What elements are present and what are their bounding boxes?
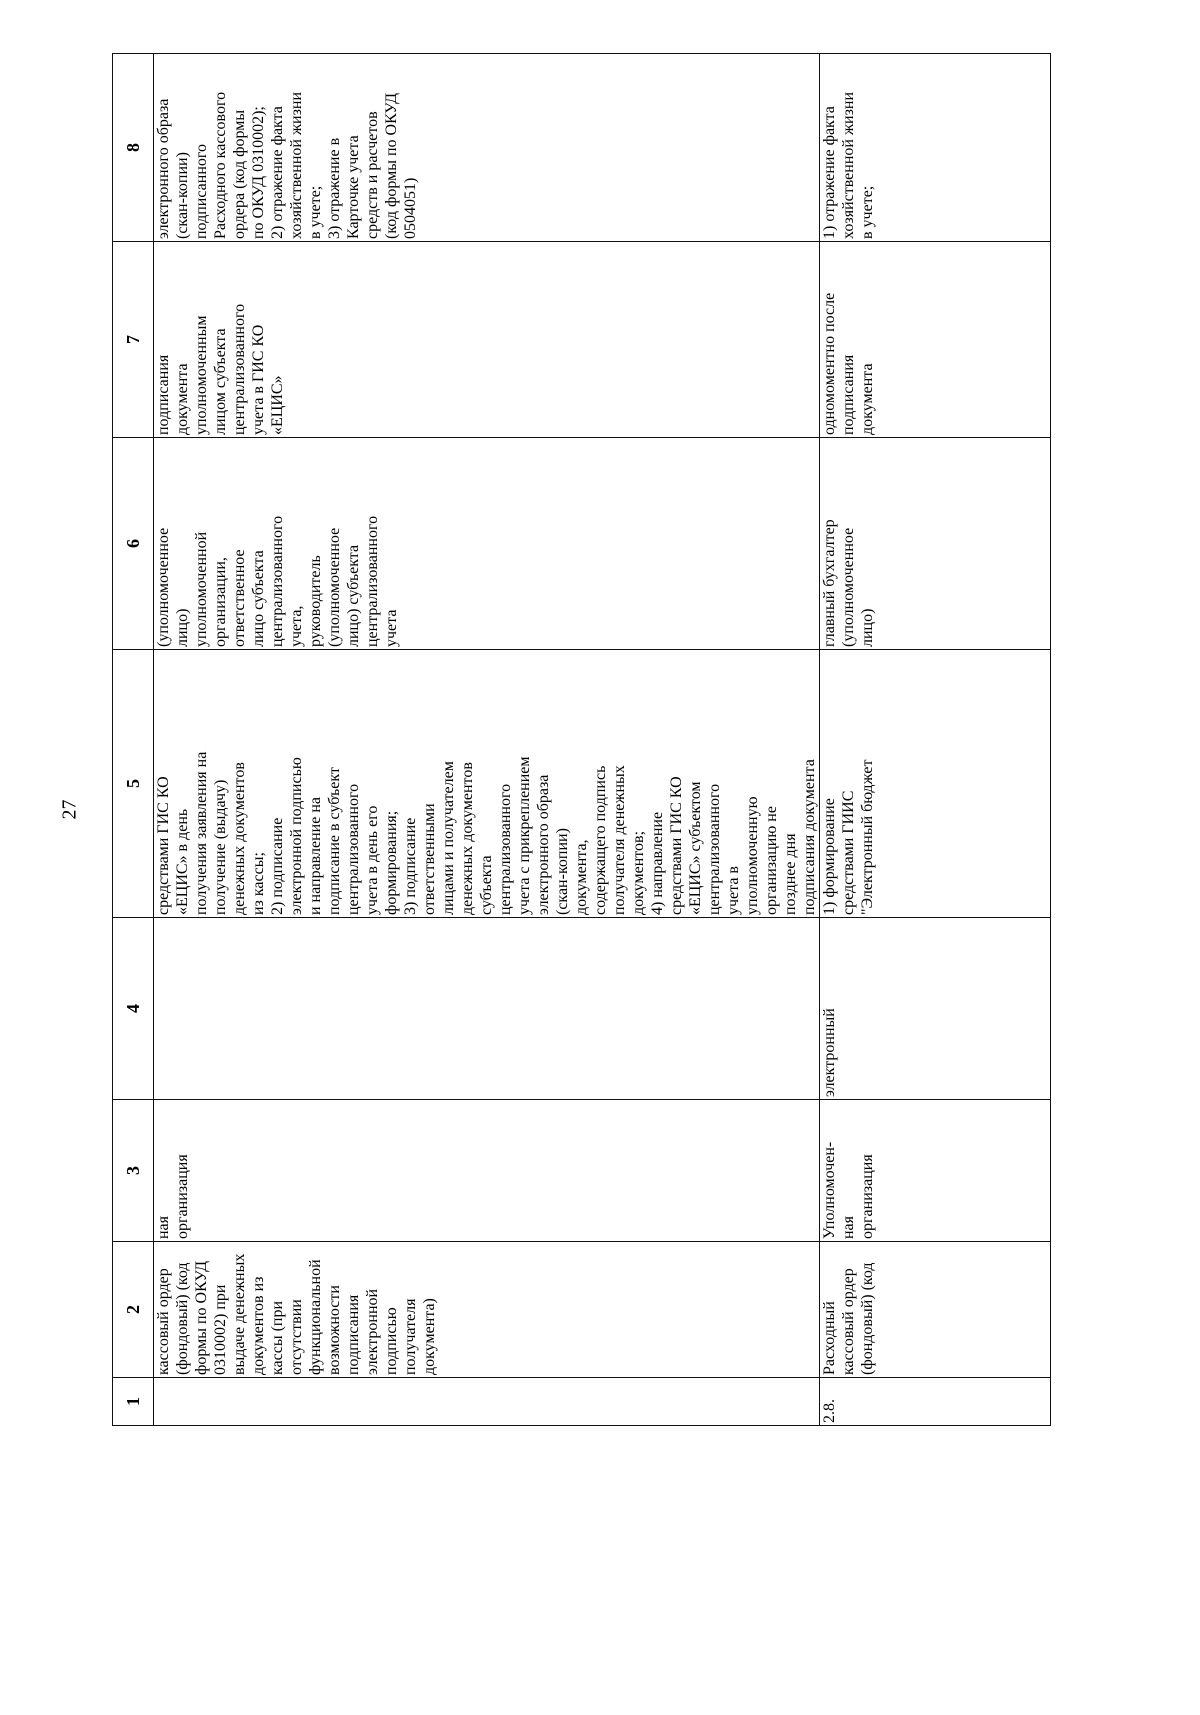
cell-text-line: организации,	[212, 557, 229, 647]
cell-text-line: "Электронный бюджет	[859, 759, 876, 915]
header-row	[113, 54, 154, 1426]
table-cell-col4	[820, 918, 1051, 1100]
cell-text-line: возможности	[326, 1285, 343, 1375]
cell-text-line: централизованного	[345, 783, 362, 915]
cell-text-line: лицо)	[174, 608, 191, 647]
cell-text-line: кассовый ордер	[840, 1268, 857, 1375]
cell-text-line: подписанного	[193, 143, 210, 239]
cell-text-line: уполномоченным	[193, 315, 210, 435]
cell-text-line: (уполномоченное	[840, 527, 857, 647]
table-cell-col2	[820, 1242, 1051, 1378]
cell-text-line: в учете;	[307, 185, 324, 239]
cell-text-line: централизованного	[231, 303, 248, 435]
cell-text-line: 1) формирование	[821, 798, 838, 915]
cell-text-line: получения заявления на	[193, 751, 210, 915]
cell-text-line: лицо) субъекта	[345, 544, 362, 647]
cell-text-line: 1) отражение факта	[821, 106, 838, 239]
cell-text-line: ордера (код формы	[231, 109, 248, 239]
cell-text-line: формы по ОКУД	[193, 1260, 210, 1375]
table-cell-col7	[820, 242, 1051, 438]
cell-text-line: электронной подписью	[288, 757, 305, 915]
rotated-page-content	[112, 54, 1038, 1426]
column-header-8: 8	[113, 54, 154, 242]
cell-text-line: формирования;	[383, 810, 400, 915]
table-cell-col6	[154, 438, 820, 650]
cell-text-line: документов из	[250, 1276, 267, 1375]
cell-text-line: уполномоченной	[193, 531, 210, 647]
cell-text-line: (код формы по ОКУД	[383, 92, 400, 239]
cell-text-line: (скан-копии)	[174, 152, 191, 239]
cell-text-line: средствами ГИИС	[840, 790, 857, 915]
cell-text-line: (фондовый) (код	[859, 1262, 876, 1375]
cell-text-line: документа	[174, 363, 191, 435]
cell-text-line: Расходный	[821, 1301, 838, 1375]
cell-text-line: 4) направление	[649, 811, 666, 915]
cell-text-line: 2) подписание	[269, 817, 286, 915]
cell-text-line: выдаче денежных	[231, 1253, 248, 1375]
cell-text-line: подписания документа	[801, 759, 818, 915]
table-row	[154, 54, 820, 1426]
cell-text-line: одномоментно после	[821, 292, 838, 435]
cell-text-line: централизованного	[706, 783, 723, 915]
cell-text-line: организацию не	[763, 806, 780, 915]
cell-text-line: ная	[840, 1215, 857, 1239]
table-cell-col1	[820, 1378, 1051, 1426]
column-header-1: 1	[113, 1378, 154, 1426]
cell-text-line: документов;	[630, 830, 647, 915]
cell-text-line: организация	[174, 1154, 191, 1239]
cell-text-line: в учете;	[859, 185, 876, 239]
table-cell-col4	[154, 918, 820, 1100]
table-cell-col5	[820, 650, 1051, 918]
cell-text-line: хозяйственной жизни	[288, 91, 305, 239]
cell-text-line: электронного образа	[155, 98, 172, 239]
cell-text-line: централизованного	[497, 783, 514, 915]
cell-text-line: лицом субъекта	[212, 328, 229, 435]
cell-text-line: «ЕЦИС»	[269, 375, 286, 435]
cell-text-line: (скан-копии)	[554, 828, 571, 915]
cell-text-line: функциональной	[307, 1259, 324, 1375]
cell-text-line: субъекта	[478, 855, 495, 915]
cell-text-line: централизованного	[364, 515, 381, 647]
cell-text-line: подписания	[345, 1294, 362, 1375]
cell-text-line: ответственными	[421, 803, 438, 915]
table-cell-col2	[154, 1242, 820, 1378]
cell-text-line: документа)	[421, 1298, 438, 1375]
cell-text-line: лицами и получателем	[440, 761, 457, 915]
cell-text-line: Расходного кассового	[212, 91, 229, 239]
cell-text-line: кассовый ордер	[155, 1268, 172, 1375]
cell-text-line: лицо субъекта	[250, 550, 267, 647]
cell-text-line: документа	[859, 363, 876, 435]
cell-text-line: 2) отражение факта	[269, 106, 286, 239]
cell-text-line: хозяйственной жизни	[840, 91, 857, 239]
cell-text-line: учета,	[288, 605, 305, 647]
cell-text-line: получателя денежных	[611, 765, 628, 915]
cell-text-line: получателя	[402, 1298, 419, 1375]
cell-text-line: (уполномоченное	[326, 527, 343, 647]
table-row	[820, 54, 1051, 1426]
table-cell-col3	[154, 1100, 820, 1242]
table-cell-col8	[154, 54, 820, 242]
cell-text-line: подписью	[383, 1307, 400, 1375]
cell-text-line: документа,	[573, 839, 590, 915]
cell-text-line: лицо)	[859, 608, 876, 647]
cell-text-line: электронного образа	[535, 774, 552, 915]
column-header-7: 7	[113, 242, 154, 438]
cell-text-line: из кассы;	[250, 852, 267, 915]
cell-text-line: электронной	[364, 1288, 381, 1375]
cell-text-line: подписания	[155, 354, 172, 435]
cell-text-line: денежных документов	[231, 762, 248, 915]
cell-text-line: получение (выдачу)	[212, 779, 229, 915]
column-header-3: 3	[113, 1100, 154, 1242]
cell-text-line: учета	[383, 609, 400, 647]
cell-text-line: подписания	[840, 354, 857, 435]
column-header-5: 5	[113, 650, 154, 918]
cell-text-line: централизованного	[269, 515, 286, 647]
cell-text-line: учета в день его	[364, 805, 381, 915]
cell-text-line: средствами ГИС КО	[155, 776, 172, 915]
document-table	[112, 53, 1051, 1426]
cell-text-line: средств и расчетов	[364, 111, 381, 239]
cell-text-line: Карточке учета	[345, 135, 362, 239]
cell-text-line: (фондовый) (код	[174, 1262, 191, 1375]
cell-text-line: ная	[155, 1215, 172, 1239]
cell-text-line: учета в	[725, 866, 742, 915]
cell-text-line: содержащего подпись	[592, 765, 609, 915]
table-cell-col3	[820, 1100, 1051, 1242]
table-cell-col7	[154, 242, 820, 438]
page-number: 27	[58, 799, 81, 820]
cell-text-line: денежных документов	[459, 762, 476, 915]
cell-text-line: руководитель	[307, 555, 324, 647]
table-cell-col5	[154, 650, 820, 918]
cell-text-line: 3) подписание	[402, 817, 419, 915]
cell-text-line: и направление на	[307, 797, 324, 915]
cell-text-line: уполномоченную	[744, 796, 761, 915]
cell-text-line: средствами ГИС КО	[668, 776, 685, 915]
cell-text-line: «ЕЦИС» в день	[174, 808, 191, 915]
cell-text-line: главный бухгалтер	[821, 519, 838, 647]
column-header-6: 6	[113, 438, 154, 650]
cell-text-line: позднее дня	[782, 833, 799, 915]
cell-text-line: электронный	[821, 1008, 838, 1097]
table-cell-col1	[154, 1378, 820, 1426]
cell-text-line: учета с прикреплением	[516, 756, 533, 915]
table-cell-col8	[820, 54, 1051, 242]
cell-text-line: «ЕЦИС» субъектом	[687, 781, 704, 915]
cell-text-line: 0504051)	[402, 177, 419, 239]
cell-text-line: подписание в субъект	[326, 767, 343, 915]
column-header-2: 2	[113, 1242, 154, 1378]
cell-text-line: 0310002) при	[212, 1284, 229, 1375]
cell-text-line: организация	[859, 1154, 876, 1239]
cell-text-line: учета в ГИС КО	[250, 324, 267, 435]
cell-text-line: Уполномочен-	[821, 1141, 838, 1239]
cell-text-line: отсутствии	[288, 1299, 305, 1375]
cell-text-line: (уполномоченное	[155, 527, 172, 647]
cell-text-line: 2.8.	[821, 1399, 838, 1423]
table-cell-col6	[820, 438, 1051, 650]
cell-text-line: 3) отражение в	[326, 137, 343, 239]
cell-text-line: ответственное	[231, 549, 248, 647]
cell-text-line: кассы (при	[269, 1300, 286, 1375]
column-header-4: 4	[113, 918, 154, 1100]
cell-text-line: по ОКУД 0310002);	[250, 106, 267, 239]
